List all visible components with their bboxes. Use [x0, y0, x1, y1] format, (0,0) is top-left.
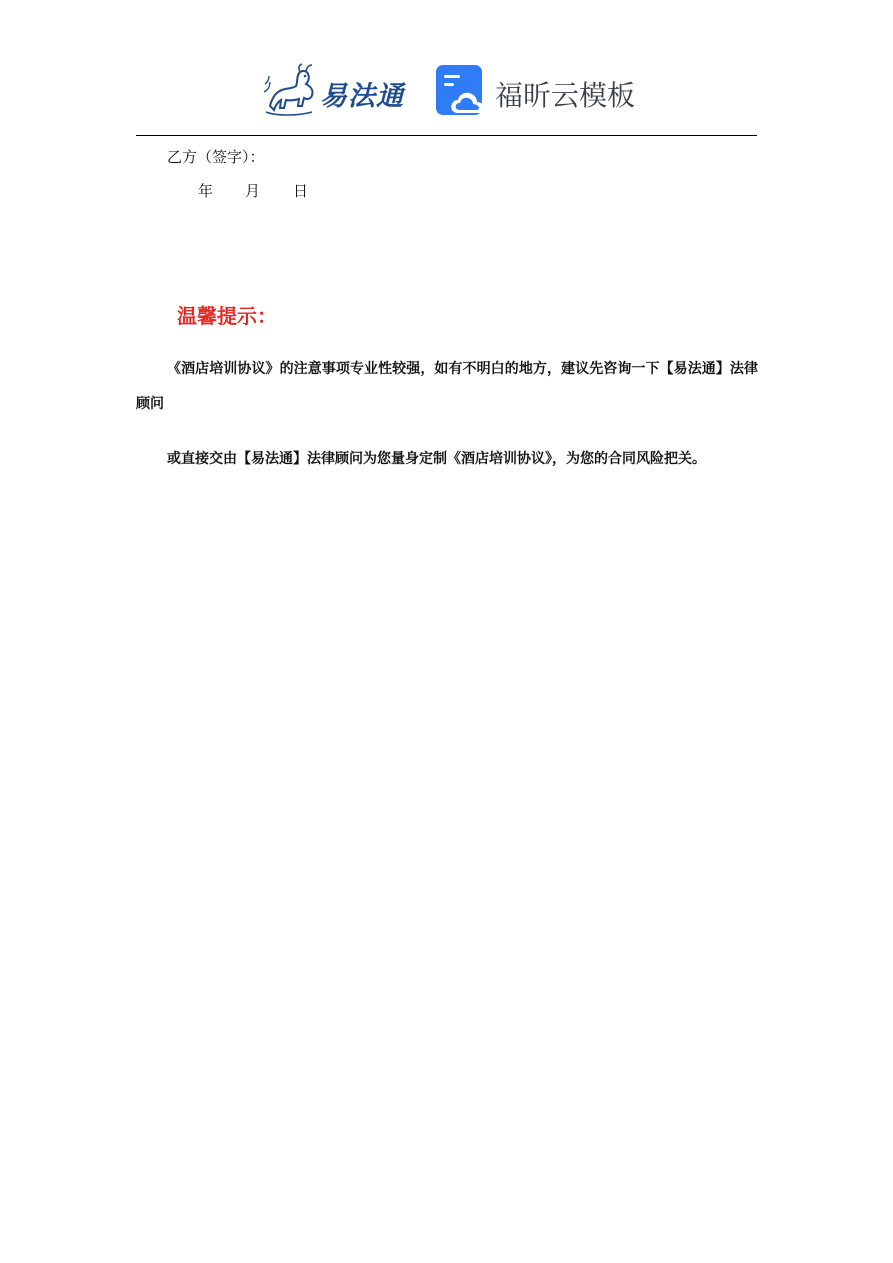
date-day-label: 日: [293, 182, 309, 200]
page-header: [0, 58, 893, 124]
yifatong-logo: [262, 62, 412, 118]
party-b-signature-label: 乙方（签字）：: [167, 148, 265, 166]
date-year-label: 年: [198, 182, 214, 200]
yifatong-logo-text: 易法通: [320, 81, 404, 112]
fuxin-logo-text: 福昕云模板: [495, 79, 636, 112]
fuxin-logo: [436, 65, 636, 119]
qilin-mascot-icon: [262, 62, 320, 118]
date-month-label: 月: [245, 182, 261, 200]
tips-title: 温馨提示：: [177, 304, 277, 328]
cloud-document-icon: [436, 65, 488, 117]
signature-date-line: [198, 180, 308, 201]
tips-paragraph-1: 《酒店培训协议》的注意事项专业性较强，如有不明白的地方，建议先咨询一下【易法通】法律顾问: [136, 361, 758, 412]
tips-paragraph-2: 或直接交由【易法通】法律顾问为您量身定制《酒店培训协议》，为您的合同风险把关。: [167, 451, 706, 467]
header-divider: [136, 135, 757, 136]
